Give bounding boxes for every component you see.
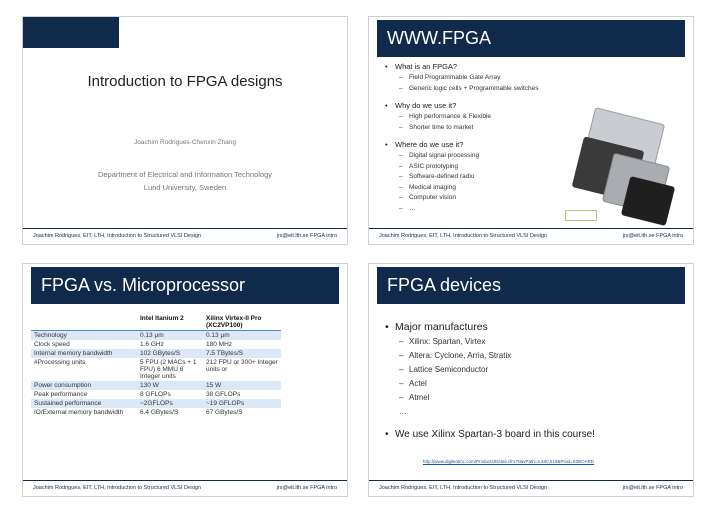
sub-bullet: – Computer vision [383, 193, 583, 204]
table-cell: #Processing units [34, 359, 86, 366]
table-cell: Sustained performance [31, 399, 137, 408]
sub-bullet: – Generic logic cells + Programmable switches [383, 84, 583, 95]
fpga-chips-image [557, 115, 675, 233]
slide-footer [23, 228, 347, 244]
table-cell: 5 FPU (2 MACs + 1 FPU) 6 MMU 6 Integer units [140, 359, 197, 380]
bullet-where: • Where do we use it? [383, 139, 583, 151]
vendor-ellipsis: … [399, 407, 407, 416]
table-cell: 0.13 µm [137, 331, 203, 341]
chip-black [621, 176, 675, 226]
slide-heading: WWW.FPGA [377, 20, 685, 57]
label-box [565, 210, 597, 221]
table-cell: Clock speed [34, 341, 70, 348]
table-cell: 0.13 µm [203, 331, 281, 341]
sub-bullet: – Medical imaging [383, 183, 583, 194]
table-cell: Peak performance [34, 391, 88, 398]
table-cell: 6.4 GBytes/S [140, 409, 179, 416]
sub-bullet: – High performance & Flexible [383, 112, 583, 123]
sub-bullet: – Software-defined radio [383, 172, 583, 183]
vendor-item: – Atmel [383, 391, 683, 405]
slide-title-text: Introduction to FPGA designs [87, 73, 283, 90]
table-row [31, 399, 281, 408]
vendor-item: – Altera: Cyclone, Arria, Stratix [383, 349, 683, 363]
table-row [31, 408, 281, 417]
slide-heading: FPGA vs. Microprocessor [31, 267, 339, 304]
fpga-bullets [383, 61, 583, 214]
slide-fpga-devices [368, 263, 694, 497]
table-cell: 130 W [137, 381, 203, 390]
spartan-board-link[interactable]: http://www.digilentinc.com/Products/Detail.cfm?NavPath=2,400,519&Prod=S3BOARD [423, 459, 595, 464]
footer-left: Joachim Rodrigues, EIT, LTH, Introduction to Structured VLSI Design [379, 233, 548, 239]
table-cell: 8 GFLOPs [140, 391, 171, 398]
sub-bullet: – Shorter time to market [383, 123, 583, 134]
sub-bullet: – Digital signal processing [383, 151, 583, 162]
bullet-what: • What is an FPGA? [383, 61, 583, 73]
footer-right: jrs@eit.lth.se FPGA intro [276, 233, 337, 239]
bullet-manufactures: • Major manufactures [383, 320, 683, 335]
table-cell: 15 W [203, 381, 281, 390]
bullet-why: • Why do we use it? [383, 100, 583, 112]
table-cell: 180 MHz [206, 341, 233, 348]
author: Joachim Rodrigues-Chenxin Zhang [134, 139, 236, 146]
table-cell: 1.6 GHz [140, 341, 164, 348]
footer-left: Joachim Rodrigues, EIT, LTH, Introduction to Structured VLSI Design [379, 485, 548, 491]
vendor-item: – Xilinx: Spartan, Virtex [383, 335, 683, 349]
table-row [31, 340, 281, 349]
vendor-item: – Lattice Semiconductor [383, 363, 683, 377]
slide-heading: FPGA devices [377, 267, 685, 304]
sub-bullet: – ASIC prototyping [383, 162, 583, 173]
devices-bullets [383, 320, 683, 442]
table-cell: ~19 GFLOPs [203, 399, 281, 408]
footer-left: Joachim Rodrigues, EIT, LTH, Introduction to Structured VLSI Design [33, 233, 202, 239]
slide-footer [369, 228, 693, 244]
sub-bullet: – Field Programmable Gate Array [383, 73, 583, 84]
footer-right: jrs@eit.lth.se FPGA intro [276, 485, 337, 491]
footer-right: jrs@eit.lth.se FPGA intro [622, 233, 683, 239]
department: Department of Electrical and Information Technology [97, 170, 273, 179]
table-cell: 102 GBytes/S [137, 349, 203, 358]
table-cell: Technology [31, 331, 137, 341]
university: Lund University, Sweden [143, 183, 227, 192]
vendor-item: – Actel [383, 377, 683, 391]
table-row [31, 331, 281, 341]
sub-bullet: – … [383, 204, 583, 215]
table-cell: Internal memory bandwidth [31, 349, 137, 358]
slide-fpga-vs-microprocessor [22, 263, 348, 497]
table-cell: 67 GBytes/S [206, 409, 243, 416]
table-row [31, 390, 281, 399]
slide-footer [23, 480, 347, 496]
comparison-table [31, 314, 281, 417]
table-row [31, 358, 281, 381]
footer-right: jrs@eit.lth.se FPGA intro [622, 485, 683, 491]
table-cell: IO/External memory bandwidth [34, 409, 124, 416]
table-header [31, 314, 137, 331]
table-cell: Power consumption [31, 381, 137, 390]
table-cell: 7.5 TBytes/S [203, 349, 281, 358]
table-header: Intel Itanium 2 [137, 314, 203, 331]
footer-left: Joachim Rodrigues, EIT, LTH, Introduction to Structured VLSI Design [33, 485, 202, 491]
slide-title [22, 16, 348, 245]
table-cell: ~2GFLOPs [137, 399, 203, 408]
bullet-spartan: • We use Xilinx Spartan-3 board in this course! [383, 427, 683, 442]
slide-www-fpga [368, 16, 694, 245]
table-cell: 38 GFLOPs [206, 391, 241, 398]
title-strip [23, 17, 119, 48]
table-header-row [31, 314, 281, 331]
table-cell: 212 FPU or 300+ Integer units or [206, 359, 278, 373]
table-row [31, 349, 281, 358]
table-row [31, 381, 281, 390]
table-header: Xilinx Virtex-II Pro (XC2VP100) [203, 314, 281, 331]
slide-footer [369, 480, 693, 496]
